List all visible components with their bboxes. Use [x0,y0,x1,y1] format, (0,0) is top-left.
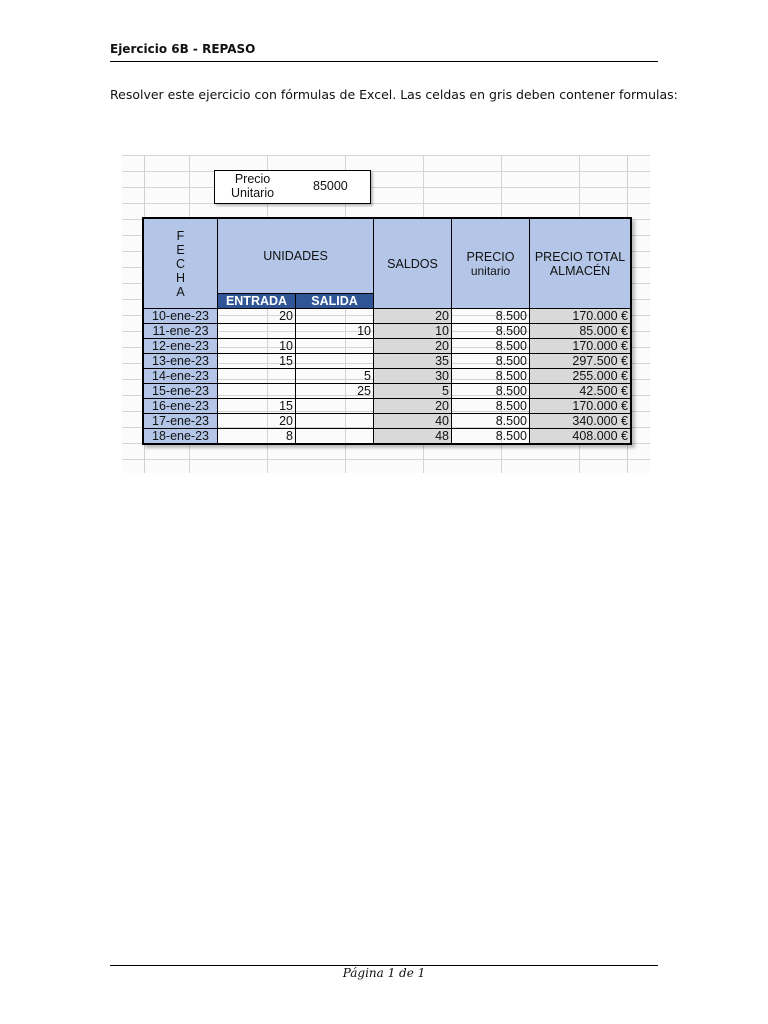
fecha-letter: F [176,228,185,243]
total-cell[interactable]: 340.000 € [530,414,632,429]
total-header-line1: PRECIO TOTAL [534,249,626,264]
unit-price-label-line2: Unitario [231,186,275,200]
entrada-header: ENTRADA [218,294,296,309]
entrada-cell[interactable]: 8 [218,429,296,445]
salida-cell[interactable]: 10 [296,324,374,339]
total-cell[interactable]: 170.000 € [530,339,632,354]
fecha-cell[interactable]: 18-ene-23 [143,429,218,445]
unit-price-label-line1: Precio [234,172,271,186]
saldo-cell[interactable]: 20 [374,309,452,324]
entrada-cell[interactable] [218,324,296,339]
salida-cell[interactable] [296,339,374,354]
saldo-cell[interactable]: 48 [374,429,452,445]
unit-price-value: 85000 [313,179,348,193]
precio-cell[interactable]: 8.500 [452,324,530,339]
precio-header-line1: PRECIO [466,249,515,264]
total-cell[interactable]: 408.000 € [530,429,632,445]
salida-cell[interactable]: 25 [296,384,374,399]
fecha-cell[interactable]: 17-ene-23 [143,414,218,429]
fecha-cell[interactable]: 10-ene-23 [143,309,218,324]
saldo-cell[interactable]: 10 [374,324,452,339]
fecha-cell[interactable]: 16-ene-23 [143,399,218,414]
fecha-letter: C [175,256,186,271]
fecha-letter: H [175,270,186,285]
unidades-header: UNIDADES [218,218,374,294]
table-row [143,309,631,324]
unit-price-label [231,172,274,200]
instruction-text: Resolver este ejercicio con fórmulas de Excel. Las celdas en gris deben contener formulas: [110,87,678,102]
precio-cell[interactable]: 8.500 [452,429,530,445]
saldo-cell[interactable]: 30 [374,369,452,384]
precio-unitario-header [452,218,530,309]
inventory-table [142,217,632,445]
total-cell[interactable]: 255.000 € [530,369,632,384]
total-cell[interactable]: 42.500 € [530,384,632,399]
entrada-cell[interactable]: 15 [218,354,296,369]
table-row [143,384,631,399]
salida-cell[interactable] [296,399,374,414]
precio-cell[interactable]: 8.500 [452,354,530,369]
entrada-cell[interactable]: 20 [218,414,296,429]
unit-price-box [214,170,371,204]
total-header-line2: ALMACÉN [549,263,611,278]
saldos-header: SALDOS [374,218,452,309]
saldo-cell[interactable]: 20 [374,399,452,414]
entrada-cell[interactable]: 20 [218,309,296,324]
total-cell[interactable]: 297.500 € [530,354,632,369]
total-cell[interactable]: 170.000 € [530,399,632,414]
entrada-cell[interactable]: 10 [218,339,296,354]
fecha-letter: A [176,284,185,299]
entrada-cell[interactable]: 15 [218,399,296,414]
page-number: Página 1 de 1 [342,966,426,980]
precio-header-line2: unitario [470,263,511,278]
fecha-letter: E [176,242,185,257]
table-row [143,324,631,339]
precio-cell[interactable]: 8.500 [452,309,530,324]
table-row [143,354,631,369]
total-cell[interactable]: 170.000 € [530,309,632,324]
document-title: Ejercicio 6B - REPASO [110,42,256,56]
precio-cell[interactable]: 8.500 [452,384,530,399]
fecha-header [143,218,218,309]
saldo-cell[interactable]: 35 [374,354,452,369]
table-row [143,339,631,354]
table-row [143,369,631,384]
table-row [143,399,631,414]
salida-cell[interactable]: 5 [296,369,374,384]
precio-cell[interactable]: 8.500 [452,339,530,354]
saldo-cell[interactable]: 40 [374,414,452,429]
total-cell[interactable]: 85.000 € [530,324,632,339]
fecha-cell[interactable]: 11-ene-23 [143,324,218,339]
saldo-cell[interactable]: 5 [374,384,452,399]
salida-cell[interactable] [296,309,374,324]
saldo-cell[interactable]: 20 [374,339,452,354]
salida-cell[interactable] [296,354,374,369]
table-row [143,414,631,429]
fecha-letters [146,229,215,299]
salida-cell[interactable] [296,414,374,429]
precio-total-header [530,218,632,309]
fecha-cell[interactable]: 15-ene-23 [143,384,218,399]
entrada-cell[interactable] [218,369,296,384]
salida-header: SALIDA [296,294,374,309]
fecha-cell[interactable]: 12-ene-23 [143,339,218,354]
header-rule [110,61,658,62]
precio-cell[interactable]: 8.500 [452,369,530,384]
salida-cell[interactable] [296,429,374,445]
table-row [143,429,631,445]
fecha-cell[interactable]: 14-ene-23 [143,369,218,384]
precio-cell[interactable]: 8.500 [452,414,530,429]
entrada-cell[interactable] [218,384,296,399]
precio-cell[interactable]: 8.500 [452,399,530,414]
fecha-cell[interactable]: 13-ene-23 [143,354,218,369]
